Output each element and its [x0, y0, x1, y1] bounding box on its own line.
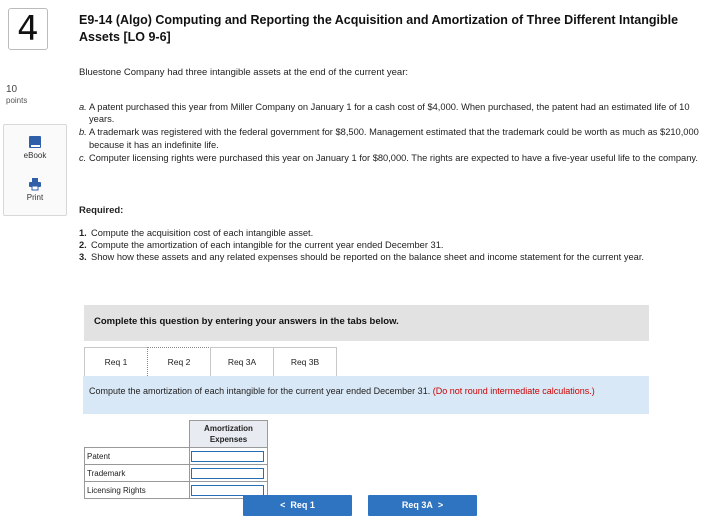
row-label: Trademark [85, 465, 190, 482]
prev-button[interactable] [243, 495, 352, 516]
chevron-right-icon: > [437, 500, 444, 510]
req-num: 1. [79, 228, 87, 238]
req-num: 2. [79, 240, 87, 251]
required-heading: Required: [79, 205, 124, 216]
table-header-row [85, 421, 268, 448]
side-tools [3, 124, 67, 216]
print-label: Print [26, 193, 44, 202]
req-text: Compute the acquisition cost of each intangible asset. [91, 228, 314, 238]
tab-req-2[interactable]: Req 2 [147, 347, 211, 378]
item-letter: b. [79, 127, 87, 138]
prompt-main: Compute the amortization of each intangible for the current year ended December 31. [89, 386, 431, 396]
required-list [79, 227, 704, 264]
next-label: Req 3A [401, 500, 433, 510]
list-item [79, 251, 704, 263]
list-item [79, 239, 704, 251]
table-row [85, 465, 268, 482]
tab-req-1[interactable]: Req 1 [84, 347, 148, 378]
prompt-note: (Do not round intermediate calculations.) [432, 386, 595, 396]
patent-amortization-input[interactable] [191, 451, 264, 462]
printer-icon [28, 177, 42, 191]
points-value: 10 [6, 84, 18, 95]
prev-label: Req 1 [290, 500, 315, 510]
question-title: E9-14 (Algo) Computing and Reporting the Acquisition and Amortization of Three Different Intangible Assets [LO 9-6] [79, 13, 679, 44]
amortization-table [84, 420, 268, 499]
table-row [85, 448, 268, 465]
asset-list [79, 101, 709, 165]
question-number: 4 [8, 8, 48, 50]
item-letter: c. [79, 152, 87, 163]
prompt-text [89, 386, 639, 397]
chevron-left-icon: < [280, 500, 286, 510]
ebook-label: eBook [23, 151, 47, 160]
list-item [79, 152, 709, 164]
points-label: points [6, 96, 28, 105]
req-text: Show how these assets and any related expenses should be reported on the balance sheet and income statement for the current year. [91, 252, 644, 263]
print-button[interactable] [4, 177, 66, 202]
row-label: Patent [85, 448, 190, 465]
item-letter: a. [79, 102, 87, 112]
req-num: 3. [79, 252, 87, 263]
item-text: Computer licensing rights were purchased this year on January 1 for $80,000. The rights are expected to have a five-year useful life to the company. [89, 152, 698, 163]
item-text: A patent purchased this year from Miller Company on January 1 for a cash cost of $4,000. When purchased, the patent had an estimated life of 10 years. [89, 102, 690, 125]
item-text: A trademark was registered with the federal government for $8,500. Management estimated that the trademark could be worth as much as $210,000 because it has an indefinite life. [89, 127, 699, 150]
list-item [79, 126, 709, 150]
table-row [85, 482, 268, 499]
list-item [79, 227, 704, 239]
list-item [79, 101, 709, 125]
req-text: Compute the amortization of each intangible for the current year ended December 31. [91, 240, 444, 251]
column-header: Amortization Expenses [190, 421, 268, 448]
intro-text: Bluestone Company had three intangible assets at the end of the current year: [79, 67, 409, 78]
instructions-text: Complete this question by entering your answers in the tabs below. [94, 316, 399, 327]
licensing-amortization-input[interactable] [191, 485, 264, 496]
tab-req-3b[interactable]: Req 3B [273, 347, 337, 378]
ebook-icon [28, 135, 42, 149]
ebook-button[interactable] [4, 135, 66, 160]
tab-req-3a[interactable]: Req 3A [210, 347, 274, 378]
trademark-amortization-input[interactable] [191, 468, 264, 479]
row-label: Licensing Rights [85, 482, 190, 499]
next-button[interactable] [368, 495, 477, 516]
